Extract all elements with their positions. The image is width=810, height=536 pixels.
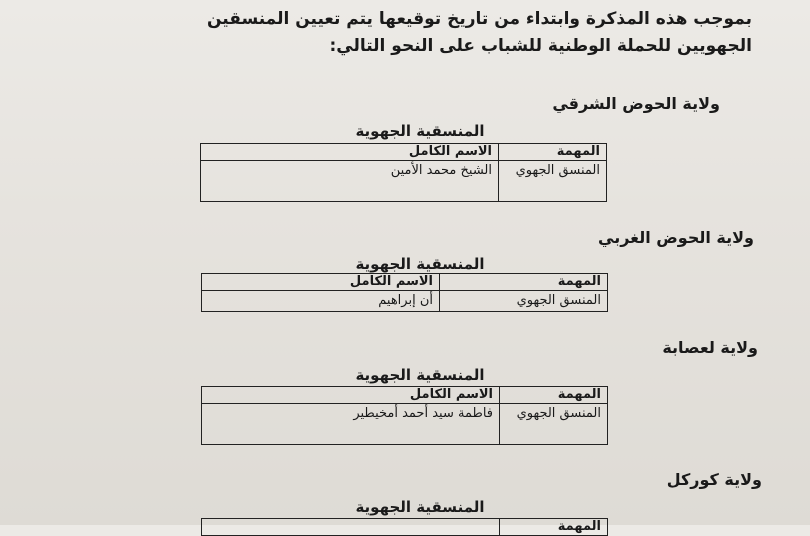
col-role-header: المهمة: [500, 387, 608, 404]
col-name-header: الاسم الكامل: [201, 144, 499, 161]
role-cell: المنسق الجهوي: [440, 291, 608, 312]
table-row: [202, 291, 608, 312]
table-row: [201, 161, 607, 202]
table-caption: المنسقية الجهوية: [355, 498, 485, 516]
col-role-header: المهمة: [440, 274, 608, 291]
role-cell: المنسق الجهوي: [500, 404, 608, 445]
table-header-row: [202, 274, 608, 291]
col-role-header: المهمة: [499, 144, 607, 161]
wilaya-heading: ولاية كوركل: [666, 470, 762, 489]
table-caption: المنسقية الجهوية: [355, 255, 485, 273]
wilaya-heading: ولاية لعصابة: [662, 338, 758, 357]
wilaya-heading: ولاية الحوض الشرقي: [552, 94, 720, 113]
wilaya-heading: ولاية الحوض الغربي: [598, 228, 754, 247]
col-name-header: الاسم الكامل: [202, 387, 500, 404]
name-cell: فاطمة سيد أحمد أمخيطير: [202, 404, 500, 445]
coordinators-table: [200, 143, 607, 202]
coordinators-table: [201, 518, 608, 536]
table-header-row: [202, 387, 608, 404]
table-header-row: [201, 144, 607, 161]
coordinators-table: [201, 386, 608, 445]
col-role-header: المهمة: [500, 519, 608, 536]
role-cell: المنسق الجهوي: [499, 161, 607, 202]
col-name-header: الاسم الكامل: [202, 274, 440, 291]
table-caption: المنسقية الجهوية: [355, 122, 485, 140]
table-caption: المنسقية الجهوية: [355, 366, 485, 384]
table-header-row: [202, 519, 608, 536]
name-cell: الشيخ محمد الأمين: [201, 161, 499, 202]
coordinators-table: [201, 273, 608, 312]
intro-line-1: بموجب هذه المذكرة وابتداء من تاريخ توقيعها يتم تعيين المنسقين: [206, 9, 752, 29]
intro-line-2: الجهويين للحملة الوطنية للشباب على النحو التالي:: [329, 36, 752, 56]
name-cell: أن إبراهيم: [202, 291, 440, 312]
col-name-header: [202, 519, 500, 536]
table-row: [202, 404, 608, 445]
